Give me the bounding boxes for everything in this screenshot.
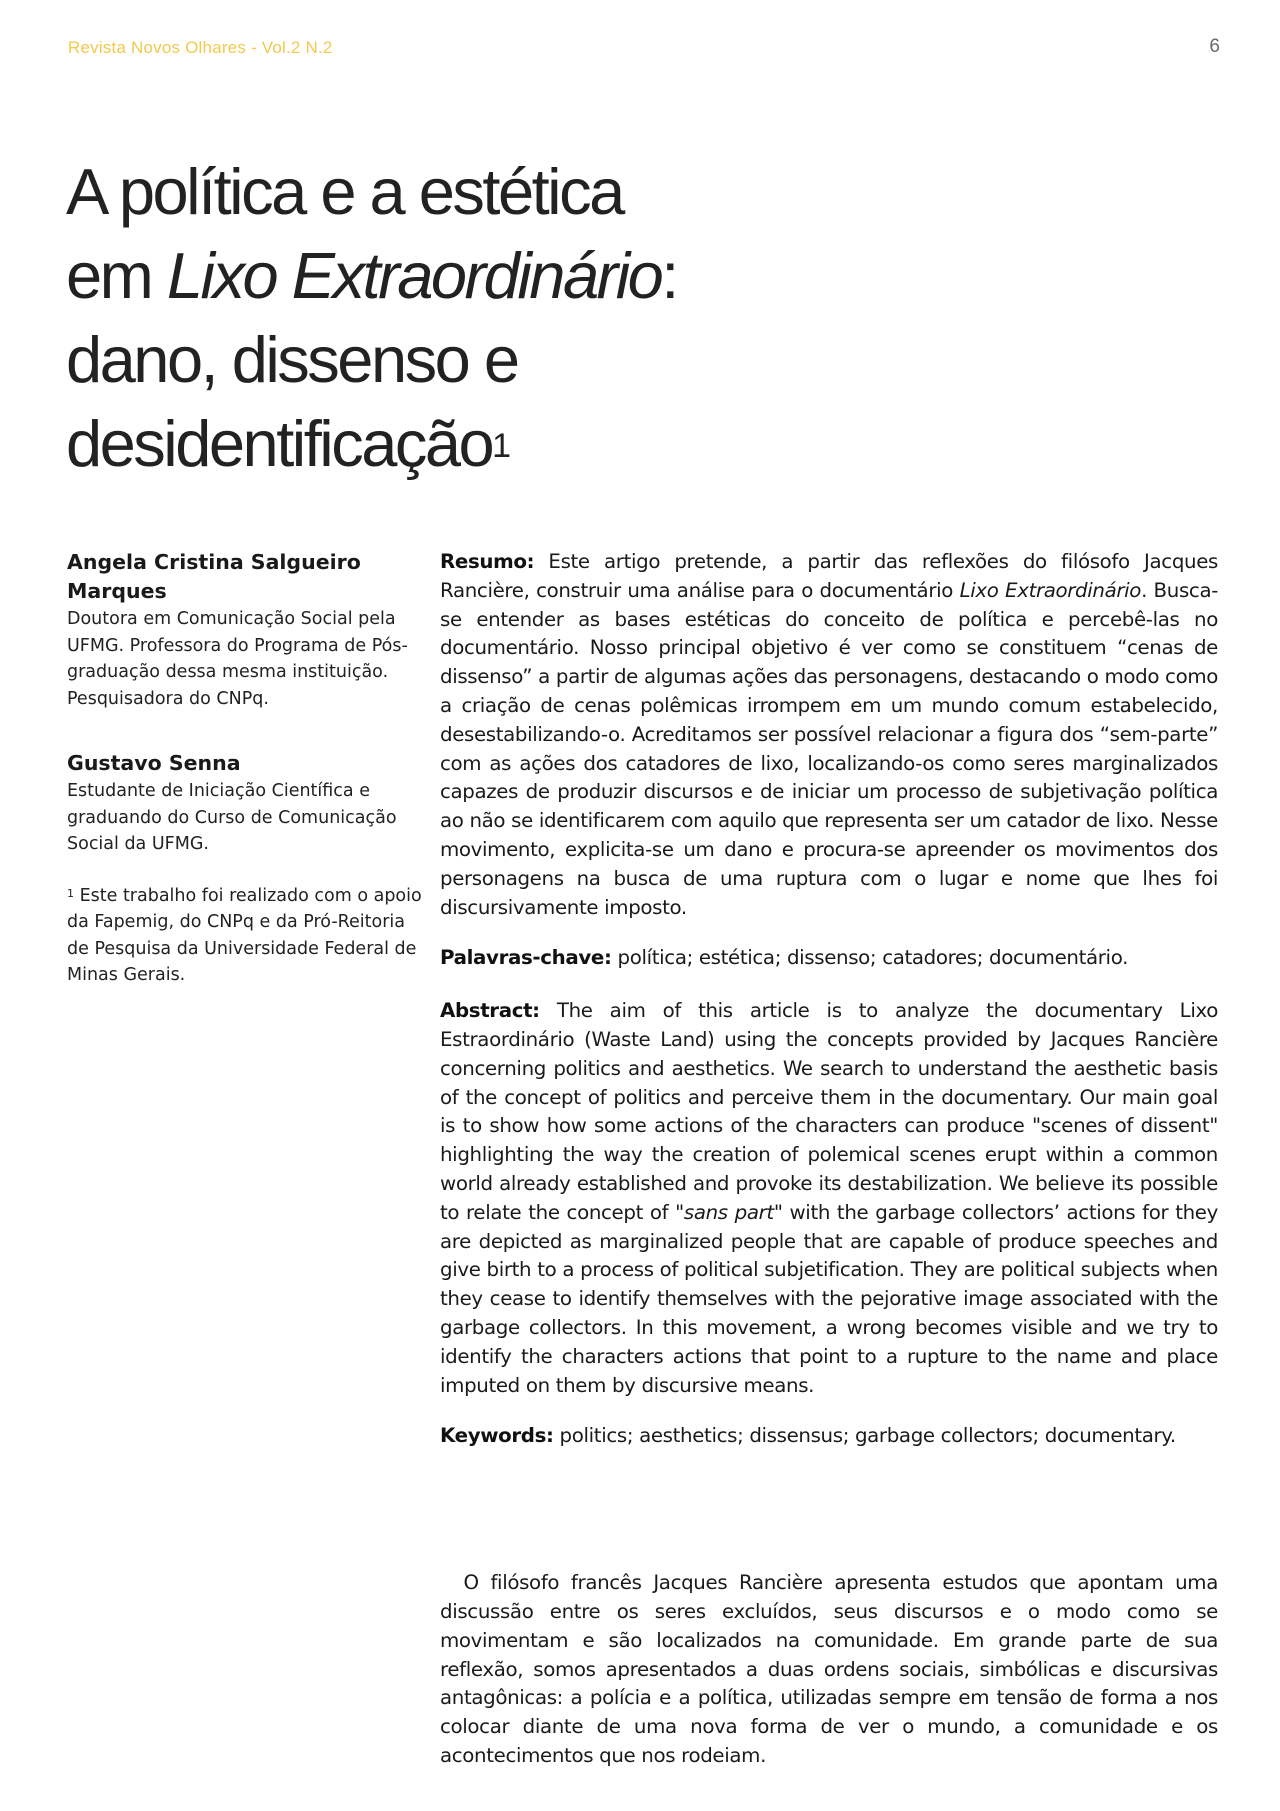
keywords-text: politics; aesthetics; dissensus; garbage collectors; documentary.	[553, 1424, 1176, 1448]
title-line-1: A política e a estética	[66, 155, 623, 228]
running-head: Revista Novos Olhares - Vol.2 N.2	[68, 38, 333, 57]
title-line-2	[66, 234, 786, 318]
abstract-italic-term: sans part	[683, 1200, 774, 1224]
author-bio-2: Estudante de Iniciação Científica e graduando do Curso de Comunicação Social da UFMG.	[67, 781, 397, 854]
palavras-chave-text: política; estética; dissenso; catadores; documentário.	[611, 946, 1129, 970]
page-number: 6	[1209, 36, 1220, 57]
title-line-4-text: desidentificação	[66, 407, 493, 480]
title-footnote-mark: 1	[492, 427, 512, 465]
abstract-column	[440, 548, 1224, 1771]
title-line-2-prefix: em	[66, 239, 167, 312]
resumo-paragraph	[440, 548, 1218, 922]
article-title	[66, 150, 786, 486]
body-paragraph-1: O filósofo francês Jacques Rancière apresenta estudos que apontam uma discussão entre os seres excluídos, seus discursos e o modo como se movimentam e são localizados na comunidade. Em grande parte de sua reflexão, somos apresentados a duas ordens sociais, simbólicas e discursivas antagônicas: a polícia e a política, utilizadas sempre em tensão de forma a nos colocar diante de uma nova forma de ver o mundo, a comunidade e os acontecimentos que nos rodeiam.	[440, 1571, 1224, 1767]
keywords-label: Keywords:	[440, 1424, 554, 1448]
footnote-mark: 1	[67, 886, 74, 900]
abstract-text-1: The aim of this article is to analyze the documentary Lixo Estraordinário (Waste Land) using the concepts provided by Jacques Rancière concerning politics and aesthetics. We search to understand the aesthetic basis of the concept of politics and perceive them in the documentary. Our main goal is to show how some actions of the characters can produce "scenes of dissent" highlighting the way the creation of polemical scenes erupt within a common world already established and provoke its destabilization. We believe its possible to relate the concept of "	[440, 999, 1218, 1224]
keywords-paragraph	[440, 1422, 1218, 1451]
abstract-paragraph	[440, 997, 1218, 1400]
footnote-text: Este trabalho foi realizado com o apoio da Fapemig, do CNPq e da Pró-Reitoria de Pesquisa da Universidade Federal de Minas Gerais.	[67, 885, 422, 985]
title-line-3: dano, dissenso e	[66, 323, 518, 396]
resumo-label: Resumo:	[440, 550, 535, 573]
palavras-chave-label: Palavras-chave:	[440, 946, 612, 970]
author-name-2: Gustavo Senna	[67, 751, 241, 775]
resumo-text-1: Este artigo pretende, a partir das reflexões do filósofo Jacques Rancière, construir uma análise para o documentário	[440, 550, 1218, 602]
author-block-2	[67, 749, 427, 858]
title-film-name: Lixo Extraordinário	[166, 239, 662, 312]
abstract-text-2: " with the garbage collectors’ actions for they are depicted as marginalized people that are capable of produce speeches and give birth to a process of political subjetification. They are political subjects when they cease to identify themselves with the pejorative image associated with the garbage collectors. In this movement, a wrong becomes visible and we try to identify the characters actions that point to a rupture to the name and place imputed on them by discursive means.	[440, 1200, 1218, 1397]
resumo-text-2: . Busca-se entender as bases estéticas do conceito de política e percebê-las no documentário. Nosso principal objetivo é ver como se constituem “cenas de dissenso” a partir de algumas ações das personagens, destacando o modo como a criação de cenas polêmicas irrompem em um mundo comum estabelecido, desestabilizando-o. Acreditamos ser possível relacionar a figura dos “sem-parte” com as ações dos catadores de lixo, localizando-os como seres marginalizados capazes de produzir discursos e de iniciar um processo de subjetivação política ao não se identificarem com aquilo que representa ser um catador de lixo. Nesse movimento, explicita-se um dano e procura-se apreender os movimentos dos personagens na busca de uma ruptura com o lugar e nome que lhes foi discursivamente imposto.	[440, 578, 1219, 919]
author-name-1: Angela Cristina Salgueiro Marques	[67, 550, 361, 603]
abstract-label: Abstract:	[440, 999, 540, 1023]
author-bio-1: Doutora em Comunicação Social pela UFMG. Professora do Programa de Pós-graduação dessa mesma instituição. Pesquisadora do CNPq.	[67, 609, 408, 709]
footnote	[67, 883, 427, 989]
author-column	[67, 548, 427, 989]
palavras-chave-paragraph	[440, 944, 1218, 973]
title-line-2-suffix: :	[661, 239, 677, 312]
resumo-film-name: Lixo Extraordinário	[959, 578, 1142, 602]
title-line-4	[66, 402, 786, 486]
author-block-1	[67, 548, 427, 712]
